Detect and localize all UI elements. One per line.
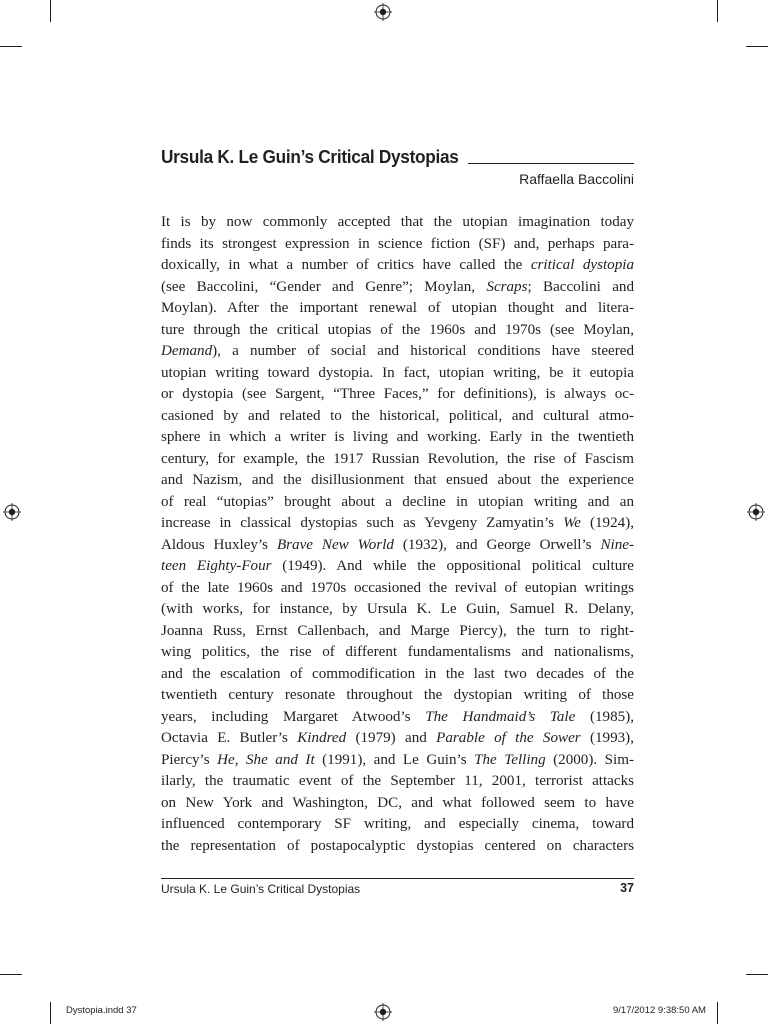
article-author: Raffaella Baccolini (519, 171, 634, 187)
body-line (161, 212, 634, 234)
body-line (161, 707, 634, 729)
body-text-segment: years, including Margaret Atwood’s (161, 708, 426, 725)
body-text-segment: wing politics, the rise of different fundamentalisms and nationalisms, (161, 644, 634, 660)
body-text-segment: casioned by and related to the historical, political, and cultural atmo- (161, 407, 634, 424)
body-text-segment: Octavia E. Butler’s (161, 730, 298, 746)
body-text-segment: or dystopia (see Sargent, “Three Faces,” for definitions), is always oc- (161, 386, 634, 402)
body-line (161, 535, 634, 557)
body-line (161, 664, 634, 686)
body-line (161, 685, 634, 707)
body-text-segment: (1991), and Le Guin’s (314, 751, 475, 768)
body-line (161, 363, 634, 385)
title-rule (468, 163, 634, 164)
body-text (161, 212, 634, 857)
crop-mark-bottom-left (50, 1002, 51, 1024)
body-line (161, 449, 634, 471)
italic-text: Brave New World (276, 536, 394, 553)
body-text-segment: finds its strongest expression in science fiction (SF) and, perhaps para- (161, 235, 634, 252)
body-line (161, 750, 634, 772)
registration-mark-icon (374, 3, 392, 21)
body-text-segment: of the late 1960s and 1970s occasioned the revival of eutopian writings (161, 579, 634, 596)
body-text-segment: (1924), (580, 515, 634, 531)
body-text-segment: the representation of postapocalyptic dystopias centered on characters (161, 837, 634, 854)
body-line (161, 642, 634, 664)
slug-timestamp: 9/17/2012 9:38:50 AM (613, 1005, 706, 1016)
body-text-segment: ; Baccolini and (527, 278, 634, 295)
body-line (161, 621, 634, 643)
body-text-segment: influenced contemporary SF writing, and especially cinema, toward (161, 816, 634, 832)
italic-text: We (563, 515, 581, 531)
italic-text: Kindred (297, 730, 347, 746)
body-line (161, 298, 634, 320)
body-text-segment: ture through the critical utopias of the 1960s and 1970s (see Moylan, (161, 321, 634, 338)
body-text-segment: (see Baccolini, “Gender and Genre”; Moylan, (161, 278, 487, 295)
slug-filename: Dystopia.indd 37 (66, 1005, 137, 1016)
body-text-segment: twentieth century resonate throughout the dystopian writing of those (161, 687, 634, 703)
registration-mark-icon (374, 1003, 392, 1021)
body-line (161, 234, 634, 256)
body-text-segment: of real “utopias” brought about a decline in utopian writing and an (161, 493, 634, 510)
crop-mark-bottom-right (717, 1002, 718, 1024)
article-title: Ursula K. Le Guin’s Critical Dystopias (161, 146, 459, 167)
body-text-segment: (1949). And while the oppositional political culture (271, 558, 634, 574)
body-text-segment: (1979) and (346, 730, 437, 746)
body-line (161, 836, 634, 858)
body-text-segment: (with works, for instance, by Ursula K. Le Guin, Samuel R. Delany, (161, 601, 634, 617)
body-text-segment: on New York and Washington, DC, and what followed seem to have (161, 794, 634, 811)
body-line (161, 814, 634, 836)
body-text-segment: (1993), (580, 730, 634, 746)
body-line (161, 728, 634, 750)
body-line (161, 427, 634, 449)
running-title: Ursula K. Le Guin’s Critical Dystopias (161, 882, 361, 896)
italic-text: The Handmaid’s Tale (425, 708, 576, 725)
body-line (161, 492, 634, 514)
crop-mark-left-top (0, 46, 22, 47)
crop-mark-top-right (717, 0, 718, 22)
registration-mark-icon (747, 503, 765, 521)
body-line (161, 470, 634, 492)
body-line (161, 556, 634, 578)
body-line (161, 255, 634, 277)
body-text-segment: sphere in which a writer is living and working. Early in the twentieth (161, 429, 634, 445)
body-text-segment: Moylan). After the important renewal of utopian thought and litera- (161, 300, 634, 316)
crop-mark-left-bottom (0, 974, 22, 975)
article-header (161, 146, 634, 187)
body-line (161, 341, 634, 363)
body-text-segment: ilarly, the traumatic event of the September 11, 2001, terrorist attacks (161, 773, 634, 789)
body-line (161, 793, 634, 815)
body-text-segment: ), a number of social and historical conditions have steered (212, 343, 634, 359)
body-line (161, 578, 634, 600)
crop-mark-top-left (50, 0, 51, 22)
body-text-segment: (1985), (575, 708, 634, 725)
body-text-segment: doxically, in what a number of critics have called the (161, 257, 531, 273)
body-line (161, 384, 634, 406)
body-line (161, 406, 634, 428)
italic-text: He, She and It (217, 751, 315, 768)
italic-text: teen Eighty-Four (161, 558, 272, 574)
crop-mark-right-bottom (746, 974, 768, 975)
italic-text: Demand (161, 343, 213, 359)
title-row (161, 146, 634, 168)
body-text-segment: utopian writing toward dystopia. In fact, utopian writing, be it eutopia (161, 364, 634, 381)
body-text-segment: increase in classical dystopias such as Yevgeny Zamyatin’s (161, 515, 564, 531)
body-text-segment: Piercy’s (161, 751, 218, 768)
italic-text: Scraps (486, 278, 528, 295)
footer-rule (161, 878, 634, 879)
body-text-segment: century, for example, the 1917 Russian Revolution, the rise of Fascism (161, 450, 634, 467)
body-text-segment: and the escalation of commodification in the last two decades of the (161, 665, 634, 682)
body-line (161, 277, 634, 299)
body-line (161, 320, 634, 342)
crop-mark-right-top (746, 46, 768, 47)
body-text-segment: Aldous Huxley’s (161, 536, 277, 553)
body-text-segment: (2000). Sim- (545, 751, 634, 768)
body-text-segment: Joanna Russ, Ernst Callenbach, and Marge Piercy), the turn to right- (161, 622, 634, 639)
italic-text: critical dystopia (530, 257, 634, 273)
body-text-segment: and Nazism, and the disillusionment that ensued about the experience (161, 472, 634, 488)
body-text-segment: (1932), and George Orwell’s (393, 536, 601, 553)
page-number: 37 (620, 881, 634, 895)
italic-text: Nine- (600, 536, 634, 553)
body-line (161, 513, 634, 535)
body-line (161, 599, 634, 621)
body-line (161, 771, 634, 793)
italic-text: The Telling (474, 751, 546, 768)
italic-text: Parable of the Sower (436, 730, 581, 746)
body-text-segment: It is by now commonly accepted that the utopian imagination today (161, 214, 634, 230)
registration-mark-icon (3, 503, 21, 521)
